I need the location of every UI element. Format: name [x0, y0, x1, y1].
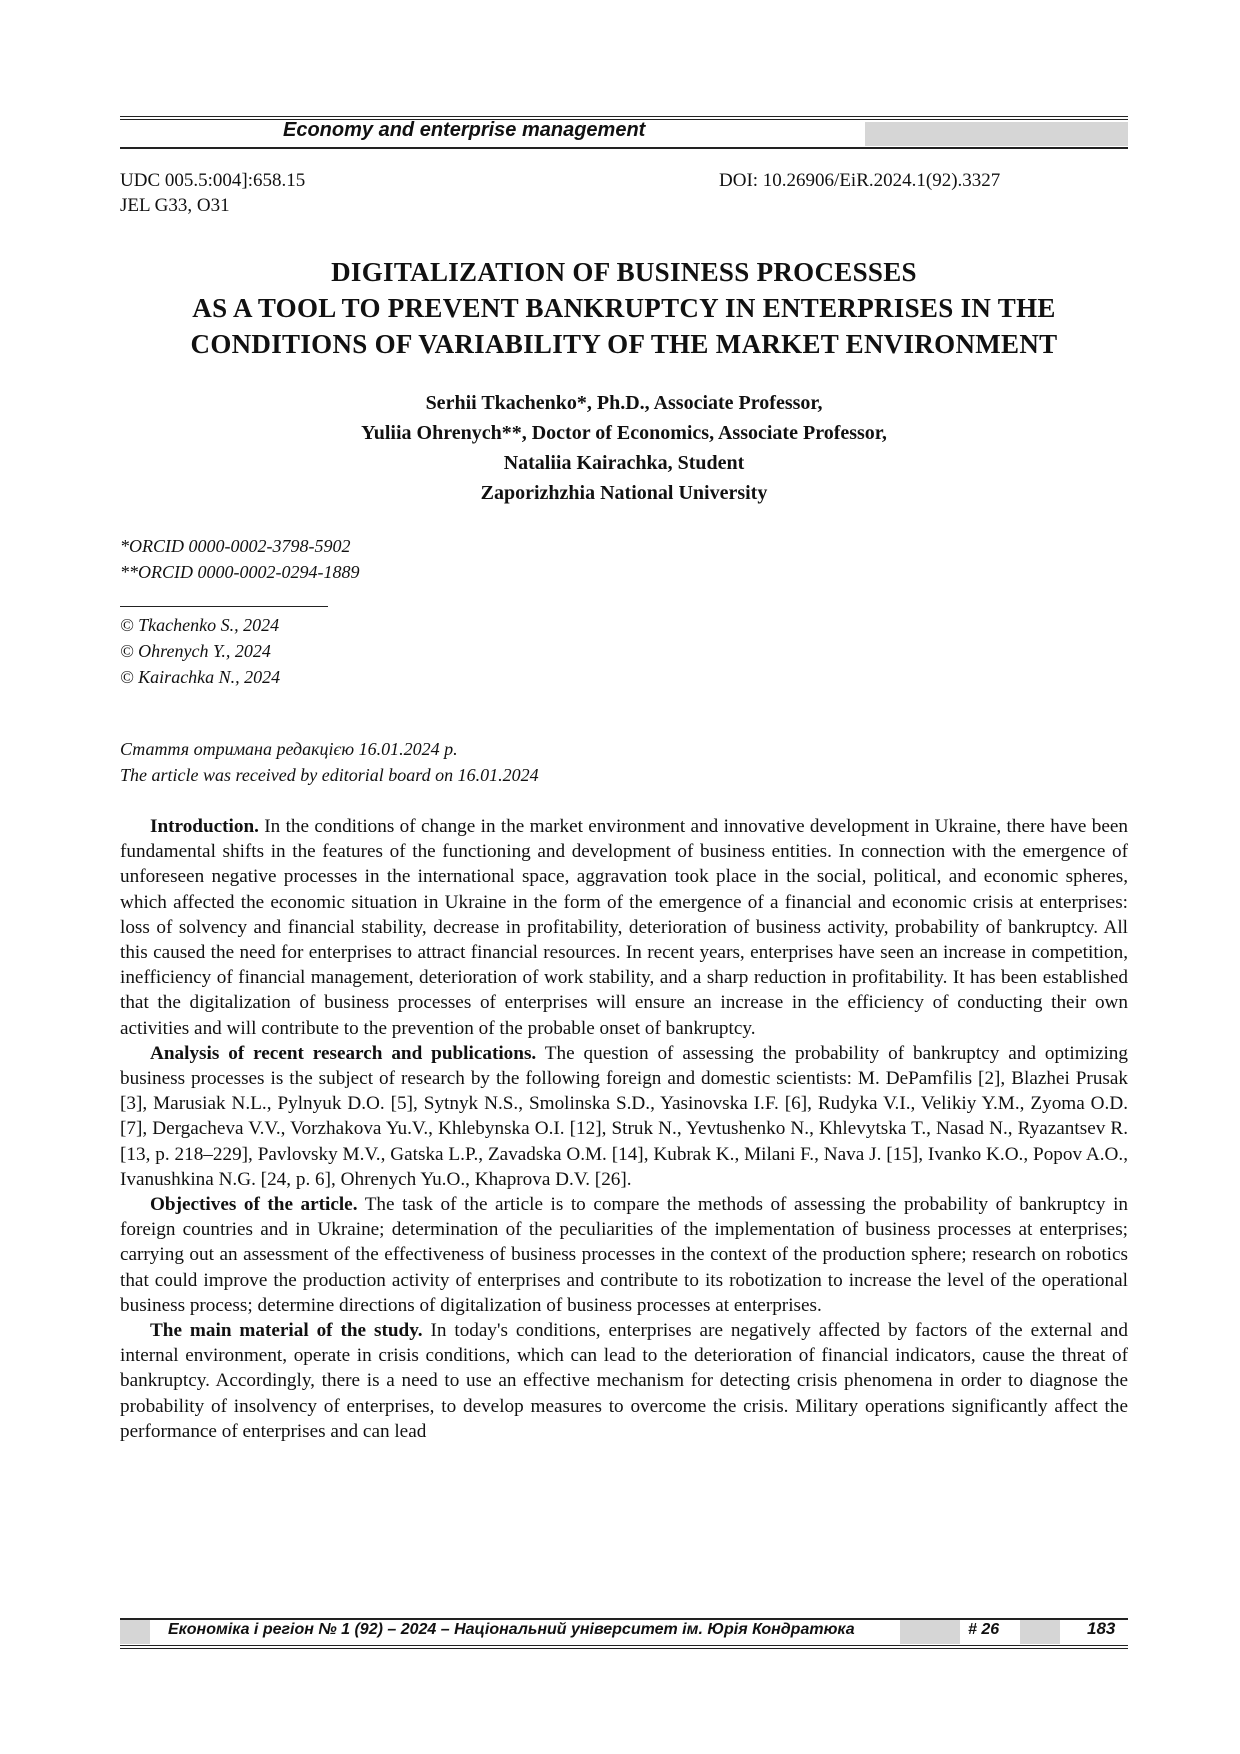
author-2: Yuliia Ohrenych**, Doctor of Economics, Associate Professor,	[361, 422, 887, 444]
footer-rule-bottom	[120, 1645, 1128, 1646]
received-ua: Стаття отримана редакцією 16.01.2024 р.	[120, 739, 458, 759]
affiliation: Zaporizhzhia National University	[480, 482, 768, 504]
jel-code: JEL G33, O31	[120, 195, 230, 216]
received-en: The article was received by editorial board on 16.01.2024	[120, 765, 539, 785]
copyright-block	[120, 612, 280, 690]
footer-gray-mid	[900, 1620, 960, 1644]
heading-main-material: The main material of the study.	[150, 1320, 423, 1342]
title-line-2: AS A TOOL TO PREVENT BANKRUPTCY IN ENTERPRISES IN THE	[192, 293, 1056, 323]
footer-rule-top	[120, 1618, 1128, 1620]
page-number: 183	[1087, 1619, 1116, 1638]
author-1: Serhii Tkachenko*, Ph.D., Associate Professor,	[425, 392, 823, 414]
text-main-material: In today's conditions, enterprises are negatively affected by factors of the external and internal environment, operate in crisis conditions, which can lead to the deterioration of financial indicators, cause the threat of bankruptcy. Accordingly, there is a need to use an effective mechanism for detecting crisis phenomena in order to diagnose the probability of insolvency of enterprises, to develop measures to overcome the crisis. Military operations significantly affect the performance of enterprises and can lead	[120, 1320, 1128, 1442]
footer-issue: # 26	[968, 1621, 1000, 1638]
text-analysis: The question of assessing the probability of bankruptcy and optimizing business processes is the subject of research by the following foreign and domestic scientists: M. DePamfilis [2], Blazhei Prusak [3], Marusiak N.L., Pylnyuk D.O. [5], Sytnyk N.S., Smolinska S.D., Yasinovska I.F. [6], Rudyka V.I., Velikiy Y.M., Zyoma O.D. [7], Dergacheva V.V., Vorzhakova Yu.V., Khlebynska O.I. [12], Struk N., Yevtushenko N., Khlevytska T., Nasad N., Ryazantsev R. [13, p. 218–229], Pavlovsky M.V., Gatska L.P., Zavadska O.M. [14], Kubrak K., Milani F., Nava J. [15], Ivanko K.O., Popov A.O., Ivanushkina N.G. [24, p. 6], Ohrenych Yu.O., Khaprova D.V. [26].	[120, 1042, 1128, 1190]
text-introduction: In the conditions of change in the market environment and innovative development in Ukraine, there have been fundamental shifts in the features of the functioning and development of business entities. In connection with the emergence of unforeseen negative processes in the international space, aggravation took place in the social, political, and economic spheres, which affected the economic situation in Ukraine in the form of the emergence of a financial and economic crisis at enterprises: loss of solvency and financial stability, decrease in profitability, deterioration of business activity, probability of bankruptcy. All this caused the need for enterprises to attract financial resources. In recent years, enterprises have seen an increase in competition, inefficiency of financial management, deterioration of work stability, and a sharp reduction in profitability. It has been established that the digitalization of business processes of enterprises will ensure an increase in the efficiency of conducting their own activities and will contribute to the prevention of the probable onset of bankruptcy.	[120, 816, 1128, 1039]
paragraph-introduction	[120, 814, 1128, 1041]
heading-introduction: Introduction.	[150, 816, 259, 837]
udc-code: UDC 005.5:004]:658.15	[120, 170, 306, 191]
header-rule-bottom	[120, 147, 1128, 149]
footer-gray-left	[120, 1620, 150, 1644]
author-3: Nataliia Kairachka, Student	[503, 452, 745, 474]
heading-analysis: Analysis of recent research and publications.	[150, 1042, 537, 1064]
orcid-1: *ORCID 0000-0002-3798-5902	[120, 536, 351, 556]
footer-gray-right	[1020, 1620, 1060, 1644]
heading-objectives: Objectives of the article.	[150, 1194, 358, 1216]
copyright-1: © Tkachenko S., 2024	[120, 615, 280, 635]
footer-rule-bottom-second	[120, 1648, 1128, 1649]
authors-block	[120, 388, 1128, 508]
paragraph-objectives	[120, 1192, 1128, 1318]
received-block	[120, 736, 539, 788]
section-title: Economy and enterprise management	[283, 119, 646, 141]
footnote-divider	[120, 606, 328, 607]
copyright-2: © Ohrenych Y., 2024	[120, 641, 271, 661]
paragraph-analysis	[120, 1041, 1128, 1192]
orcid-block	[120, 533, 359, 585]
header-rule-top	[120, 116, 1128, 117]
title-line-1: DIGITALIZATION OF BUSINESS PROCESSES	[331, 257, 917, 287]
article-title	[120, 254, 1128, 362]
footer-journal: Економіка і регіон № 1 (92) – 2024 – Національний університет ім. Юрія Кондратюка	[168, 1621, 855, 1638]
classification-codes	[120, 168, 305, 218]
doi: DOI: 10.26906/EiR.2024.1(92).3327	[719, 170, 1001, 191]
title-line-3: CONDITIONS OF VARIABILITY OF THE MARKET ENVIRONMENT	[190, 329, 1058, 359]
copyright-3: © Kairachka N., 2024	[120, 667, 281, 687]
text-objectives: The task of the article is to compare the methods of assessing the probability of bankruptcy in foreign countries and in Ukraine; determination of the peculiarities of the implementation of business processes at enterprises; carrying out an assessment of the effectiveness of business processes in the context of the production sphere; research on robotics that could improve the production activity of enterprises and contribute to its robotization to increase the level of the operational business process; determine directions of digitalization of business processes at enterprises.	[120, 1194, 1128, 1316]
paragraph-main-material	[120, 1318, 1128, 1444]
article-body	[120, 814, 1128, 1444]
orcid-2: **ORCID 0000-0002-0294-1889	[120, 562, 360, 582]
header-gray-block	[865, 122, 1128, 146]
